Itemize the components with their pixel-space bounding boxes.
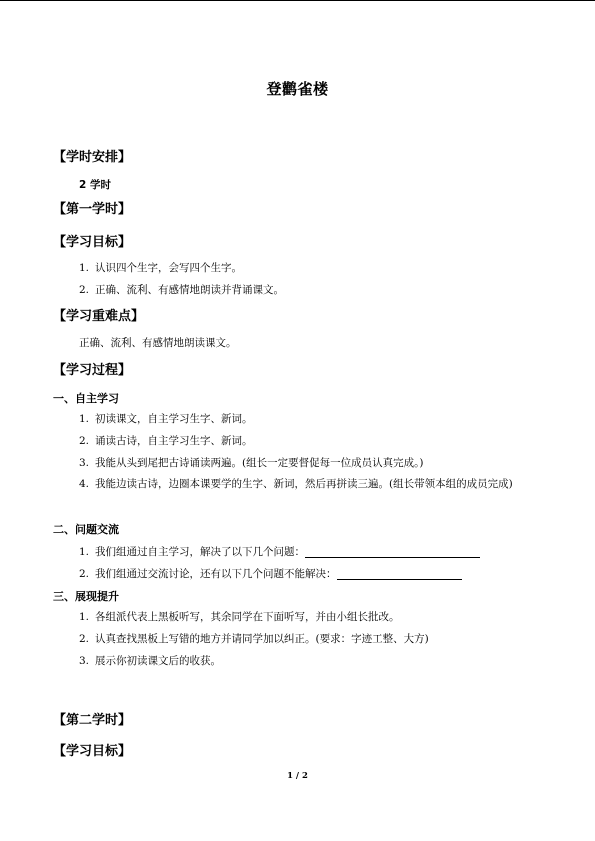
item-text: 我们组通过交流讨论，还有以下几个问题不能解决： — [95, 568, 337, 580]
key-points-text: 正确、流利、有感情地朗读课文。 — [79, 337, 237, 349]
item-text: 初读课文，自主学习生字、新词。 — [95, 413, 253, 425]
part1-item-1 — [79, 413, 253, 425]
document-title: 登鹳雀楼 — [266, 80, 329, 98]
answer-blank[interactable] — [305, 545, 480, 558]
goal-text: 认识四个生字，会写四个生字。 — [95, 262, 242, 274]
lesson1-goals-heading: 【学习目标】 — [53, 235, 132, 250]
part2-item-2 — [79, 567, 462, 580]
part1-item-4 — [53, 473, 543, 495]
item-text: 展示你初读课文后的收获。 — [95, 655, 221, 667]
part1-item-3 — [79, 457, 423, 469]
item-number: 2. — [79, 435, 90, 447]
goal-text: 正确、流利、有感情地朗读并背诵课文。 — [95, 284, 284, 296]
lesson2-heading: 【第二学时】 — [53, 713, 132, 728]
item-number: 1. — [79, 611, 90, 623]
schedule-value: 2 学时 — [79, 179, 111, 191]
goal-number: 2. — [79, 284, 90, 296]
item-number: 3. — [79, 457, 90, 469]
item-text: 我能从头到尾把古诗诵读两遍。(组长一定要督促每一位成员认真完成。) — [95, 457, 424, 469]
schedule-heading: 【学时安排】 — [53, 150, 132, 165]
top-rule — [0, 0, 595, 1]
answer-blank[interactable] — [337, 567, 462, 580]
item-number: 1. — [79, 413, 90, 425]
part2-title: 二、问题交流 — [53, 523, 119, 536]
item-text: 各组派代表上黑板听写，其余同学在下面听写，并由小组长批改。 — [95, 611, 400, 623]
item-number: 2. — [79, 633, 90, 645]
page-number: 1 / 2 — [287, 771, 308, 781]
item-text: 认真查找黑板上写错的地方并请同学加以纠正。(要求：字迹工整、大方) — [95, 633, 429, 645]
part3-item-1 — [79, 611, 400, 623]
part2-item-1 — [79, 545, 480, 558]
goal-number: 1. — [79, 262, 90, 274]
lesson2-goals-heading: 【学习目标】 — [53, 744, 132, 759]
lesson1-heading: 【第一学时】 — [53, 202, 132, 217]
item-number: 1. — [79, 546, 90, 558]
part3-item-2 — [79, 633, 429, 645]
item-text: 诵读古诗，自主学习生字、新词。 — [95, 435, 253, 447]
item-text: 我们组通过自主学习，解决了以下几个问题： — [95, 546, 305, 558]
goal-item-1 — [79, 262, 242, 274]
item-text: 我能边读古诗，边圈本课要学的生字、新词，然后再拼读三遍。(组长带领本组的成员完成) — [95, 478, 513, 490]
key-points-heading: 【学习重难点】 — [53, 309, 145, 324]
goal-item-2 — [79, 284, 284, 296]
item-number: 2. — [79, 568, 90, 580]
part3-item-3 — [79, 655, 221, 667]
item-number: 4. — [79, 478, 90, 490]
part1-item-2 — [79, 435, 253, 447]
part1-title: 一、自主学习 — [53, 392, 119, 405]
process-heading: 【学习过程】 — [53, 363, 132, 378]
item-number: 3. — [79, 655, 90, 667]
part3-title: 三、展现提升 — [53, 590, 119, 603]
